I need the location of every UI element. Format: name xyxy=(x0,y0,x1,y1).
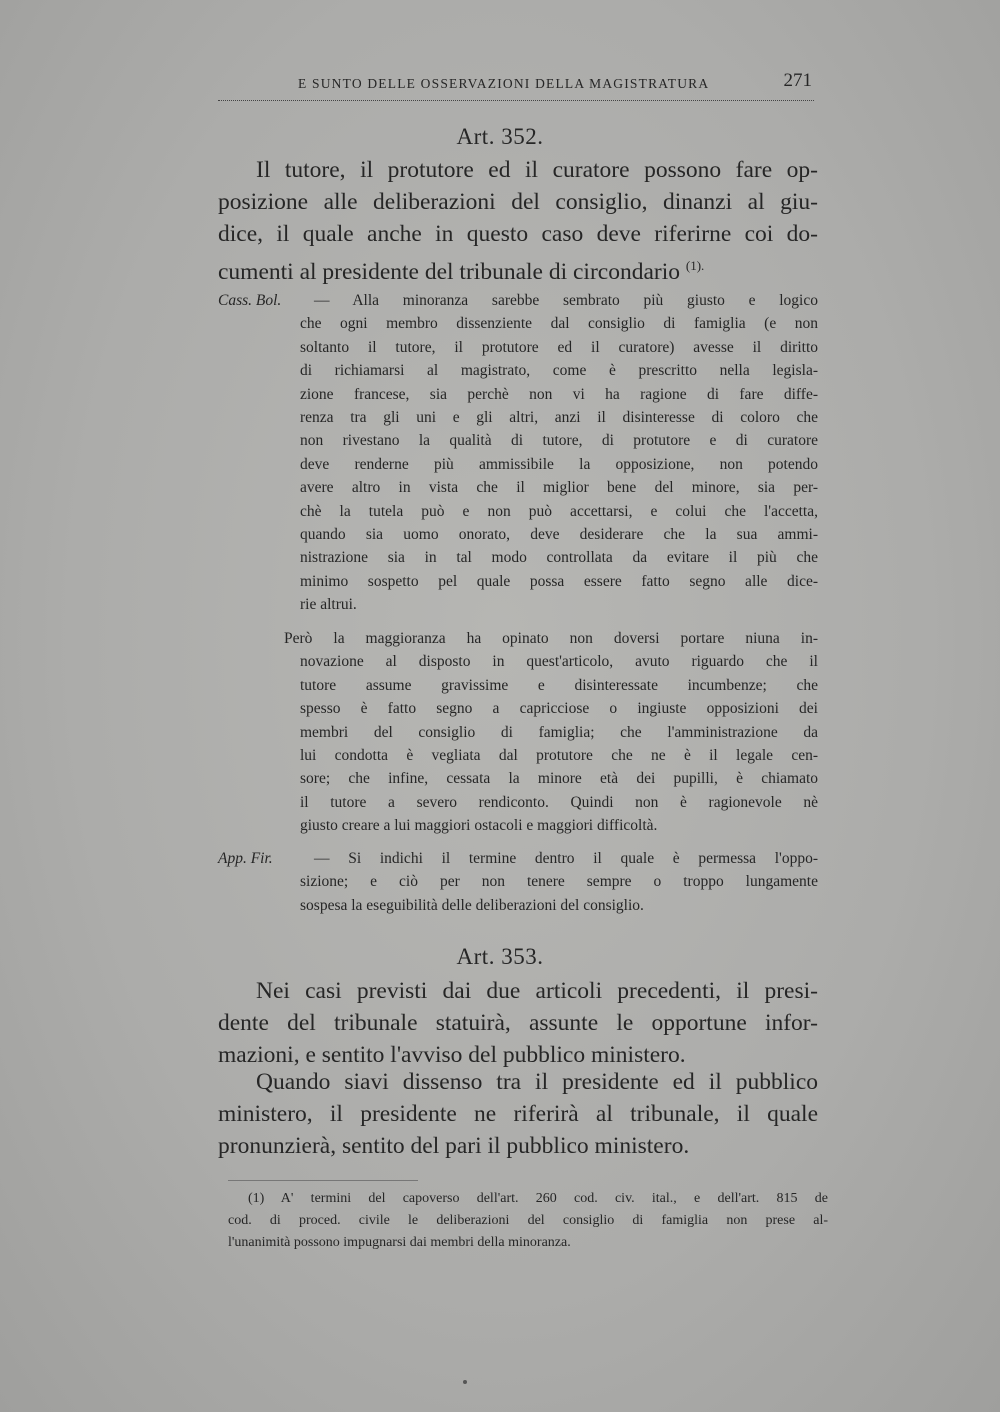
note-line: sore; che infine, cessata la minore età dei pupilli, è chiamato xyxy=(300,770,818,788)
text-line: pronunzierà, sentito del pari il pubblico ministero. xyxy=(218,1133,690,1159)
note-line: chè la tutela può e non può accettarsi, e colui che l'accetta, xyxy=(300,502,818,520)
note-line: avere altro in vista che il miglior bene del minore, sia per- xyxy=(300,479,818,497)
footnote-line: (1) A' termini del capoverso dell'art. 260 cod. civ. ital., e dell'art. 815 de xyxy=(248,1191,828,1206)
text-line: Il tutore, il protutore ed il curatore possono fare op- xyxy=(256,157,818,183)
text-line xyxy=(218,250,818,288)
footnote-divider xyxy=(228,1180,418,1181)
note-line: renza tra gli uni e gli altri, anzi il disinteresse di coloro che xyxy=(300,409,818,427)
article-352-text xyxy=(218,154,818,288)
note-majority xyxy=(284,627,818,838)
text-line: mazioni, e sentito l'avviso del pubblico ministero. xyxy=(218,1042,686,1068)
note-line: Però la maggioranza ha opinato non doversi portare niuna in- xyxy=(284,630,818,647)
note-cass-bol xyxy=(300,289,818,617)
note-line: che ogni membro dissenziente dal consiglio di famiglia (e non xyxy=(300,315,818,333)
text-line: ministero, il presidente ne riferirà al tribunale, il quale xyxy=(218,1101,818,1127)
footnote-reference: (1). xyxy=(685,258,705,273)
article-352-heading: Art. 352. xyxy=(456,124,544,149)
footnote xyxy=(228,1188,828,1254)
note-source-app-fir: App. Fir. xyxy=(218,850,273,867)
text-line: dente del tribunale statuirà, assunte le opportune infor- xyxy=(218,1010,818,1036)
text-line: dice, il quale anche in questo caso deve riferirne coi do- xyxy=(218,221,818,247)
running-title: E SUNTO DELLE OSSERVAZIONI DELLA MAGISTRATURA xyxy=(298,76,710,91)
note-line: soltanto il tutore, il protutore ed il curatore) avesse il diritto xyxy=(300,338,818,356)
note-line: novazione al disposto in quest'articolo, avuto riguardo che il xyxy=(300,653,818,671)
note-line: quando sia uomo onorato, deve desiderare che la sua ammi- xyxy=(300,526,818,544)
note-line: lui condotta è vegliata dal protutore che ne è il legale cen- xyxy=(300,747,818,765)
page-header xyxy=(218,70,818,100)
note-line: sospesa la eseguibilità delle deliberazioni del consiglio. xyxy=(300,896,644,914)
text-line: posizione alle deliberazioni del consiglio, dinanzi al giu- xyxy=(218,189,818,215)
note-line: zione francese, sia perchè non vi ha ragione di fare diffe- xyxy=(300,385,818,403)
note-line: nistrazione sia in tal modo controllata da evitare il più che xyxy=(300,549,818,567)
note-line: tutore assume gravissime e disinteressate incumbenze; che xyxy=(300,676,818,694)
text-line-content: cumenti al presidente del tribunale di circondario xyxy=(218,258,680,285)
note-line: membri del consiglio di famiglia; che l'amministrazione da xyxy=(300,723,818,741)
note-app-fir xyxy=(300,847,818,917)
note-line: giusto creare a lui maggiori ostacoli e maggiori difficoltà. xyxy=(300,817,658,835)
note-line: sizione; e ciò per non tenere sempre o troppo lungamente xyxy=(300,873,818,891)
note-source-cass-bol: Cass. Bol. xyxy=(218,292,282,309)
article-353-paragraph-2 xyxy=(218,1066,818,1162)
note-line: — Alla minoranza sarebbe sembrato più giusto e logico xyxy=(314,292,818,309)
footnote-line: l'unanimità possono impugnarsi dai membri della minoranza. xyxy=(228,1235,571,1250)
note-line: non rivestano la qualità di tutore, di protutore e di curatore xyxy=(300,432,818,450)
article-353-heading: Art. 353. xyxy=(456,944,544,969)
note-line: il tutore a severo rendiconto. Quindi non è ragionevole nè xyxy=(300,793,818,811)
note-line: spesso è fatto segno a capricciose o ingiuste opposizioni dei xyxy=(300,700,818,718)
text-line: Nei casi previsti dai due articoli precedenti, il presi- xyxy=(256,978,818,1004)
note-line: di richiamarsi al magistrato, come è prescritto nella legisla- xyxy=(300,362,818,380)
text-line: Quando siavi dissenso tra il presidente ed il pubblico xyxy=(256,1069,818,1095)
note-line: — Si indichi il termine dentro il quale è permessa l'oppo- xyxy=(314,850,818,867)
note-line: minimo sospetto pel quale possa essere fatto segno alle dice- xyxy=(300,572,818,590)
note-line: rie altrui. xyxy=(300,596,357,614)
header-divider xyxy=(218,100,814,101)
paper-speck xyxy=(463,1380,467,1384)
page-number: 271 xyxy=(783,70,812,91)
footnote-line: cod. di proced. civile le deliberazioni del consiglio di famiglia non prese al- xyxy=(228,1213,828,1228)
note-line: deve renderne più ammissibile la opposizione, non potendo xyxy=(300,455,818,473)
article-353-paragraph-1 xyxy=(218,975,818,1071)
